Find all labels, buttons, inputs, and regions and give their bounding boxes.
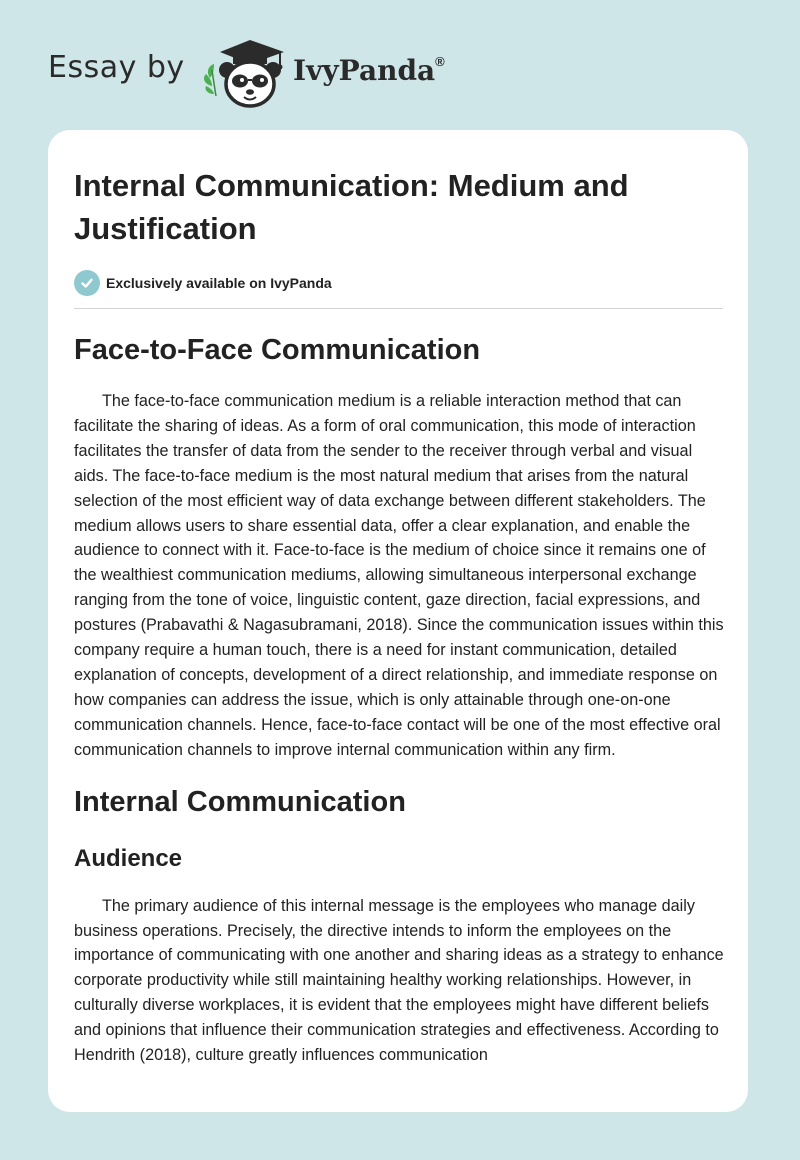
section-heading-face-to-face: Face-to-Face Communication <box>74 334 481 366</box>
brand-name[interactable] <box>293 54 445 87</box>
panda-graduate-logo-icon[interactable] <box>200 34 292 110</box>
subheading-audience: Audience <box>74 844 183 872</box>
article-title: Internal Communication: Medium and Justification <box>74 168 629 246</box>
exclusive-badge <box>74 270 722 296</box>
site-header <box>0 0 800 130</box>
section-heading-internal-communication: Internal Communication <box>74 785 406 818</box>
title-divider <box>74 308 723 309</box>
article-card <box>48 130 748 1112</box>
brand-prefix: Essay by <box>48 50 185 85</box>
section-paragraph-audience: The primary audience of this internal message is the employees who manage daily business operations. Precisely, the directive intends to inform the employees on the importance of communicating with one another and sharing ideas as a strategy to enhance corporate productivity while still maintaining healthy working relationships. However, in culturally diverse workplaces, it is evident that the employees might have different beliefs and opinions that influence their communication strategies and effectiveness. According to Hendrith (2018), culture greatly influences communication <box>74 896 724 1065</box>
registered-mark: ® <box>435 53 445 69</box>
section-paragraph-face-to-face: The face-to-face communication medium is a reliable interaction method that can facilitate the sharing of ideas. As a form of oral communication, this mode of interaction facilitates the transfer of data from the sender to the receiver through verbal and visual aids. The face-to-face medium is the most natural medium that arises from the natural selection of the most efficient way of data exchange between different stakeholders. The medium allows users to share essential data, offer a clear explanation, and enable the audience to connect with it. Face-to-face is the medium of choice since it remains one of the wealthiest communication mediums, allowing simultaneous interpersonal exchange ranging from the tone of voice, linguistic content, gaze direction, facial expressions, and postures (Prabavathi & Nagasubramani, 2018). Since the communication issues within this company require a human touch, there is a need for instant communication, detailed explanation of concepts, development of a direct relationship, and immediate response on how companies can address the issue, which is only attainable through one-on-one communication channels. Hence, face-to-face contact will be one of the most effective oral communication channels to improve internal communication within any firm. <box>74 392 724 759</box>
check-icon <box>74 270 100 296</box>
brand-name-text[interactable]: IvyPanda <box>293 54 436 87</box>
exclusive-badge-text: Exclusively available on IvyPanda <box>106 275 332 291</box>
